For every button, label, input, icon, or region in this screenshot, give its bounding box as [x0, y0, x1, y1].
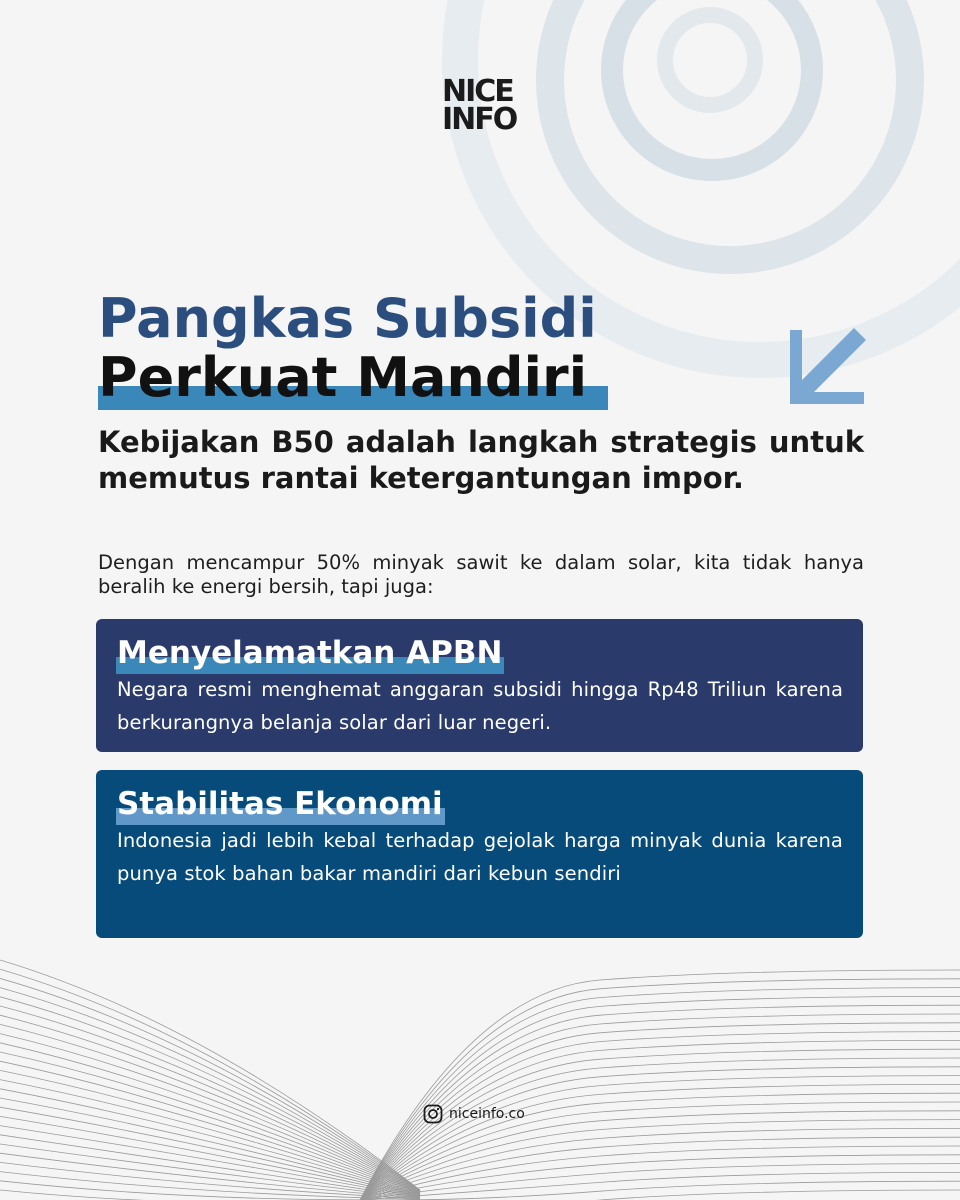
card-body: Negara resmi menghemat anggaran subsidi hingga Rp48 Triliun karena berkurangnya belanja solar dari luar negeri.: [117, 678, 843, 734]
card-title-wrap: [117, 784, 443, 824]
background-line-mesh: [0, 940, 960, 1200]
intro-paragraph: Dengan mencampur 50% minyak sawit ke dalam solar, kita tidak hanya beralih ke energi bersih, tapi juga:: [98, 551, 864, 598]
mesh-line: [0, 1116, 420, 1196]
mesh-line: [0, 988, 420, 1192]
mesh-line: [360, 979, 960, 1200]
mesh-line: [0, 1061, 420, 1194]
lead-statement: Kebijakan B50 adalah langkah strategis untuk memutus rantai ketergantungan impor.: [98, 425, 864, 495]
mesh-line: [0, 1135, 420, 1198]
logo-line-1: NICE: [442, 74, 513, 109]
mesh-line: [360, 1067, 960, 1200]
card-title-wrap: [117, 633, 502, 673]
brand-logo: [442, 74, 517, 137]
title-line-2: Perkuat Mandiri: [98, 346, 588, 409]
mesh-line: [0, 1162, 420, 1198]
benefit-card-apbn: [96, 619, 863, 752]
mesh-line: [0, 1144, 420, 1198]
social-handle: niceinfo.co: [449, 1106, 525, 1122]
card-body: Indonesia jadi lebih kebal terhadap gejolak harga minyak dunia karena punya stok bahan bakar mandiri dari kebun sendiri: [117, 829, 843, 885]
logo-line-2: INFO: [442, 102, 517, 137]
title-line-2-wrap: [98, 346, 587, 409]
arrow-down-left-icon: [786, 324, 866, 404]
card-title: Stabilitas Ekonomi: [117, 786, 443, 822]
benefit-card-ekonomi: [96, 770, 863, 938]
mesh-line: [360, 1049, 960, 1200]
title-line-1: Pangkas Subsidi: [98, 287, 597, 350]
card-title: Menyelamatkan APBN: [117, 635, 503, 671]
mesh-line: [360, 1190, 960, 1200]
instagram-icon: [423, 1104, 443, 1124]
social-footer[interactable]: [423, 1104, 525, 1124]
